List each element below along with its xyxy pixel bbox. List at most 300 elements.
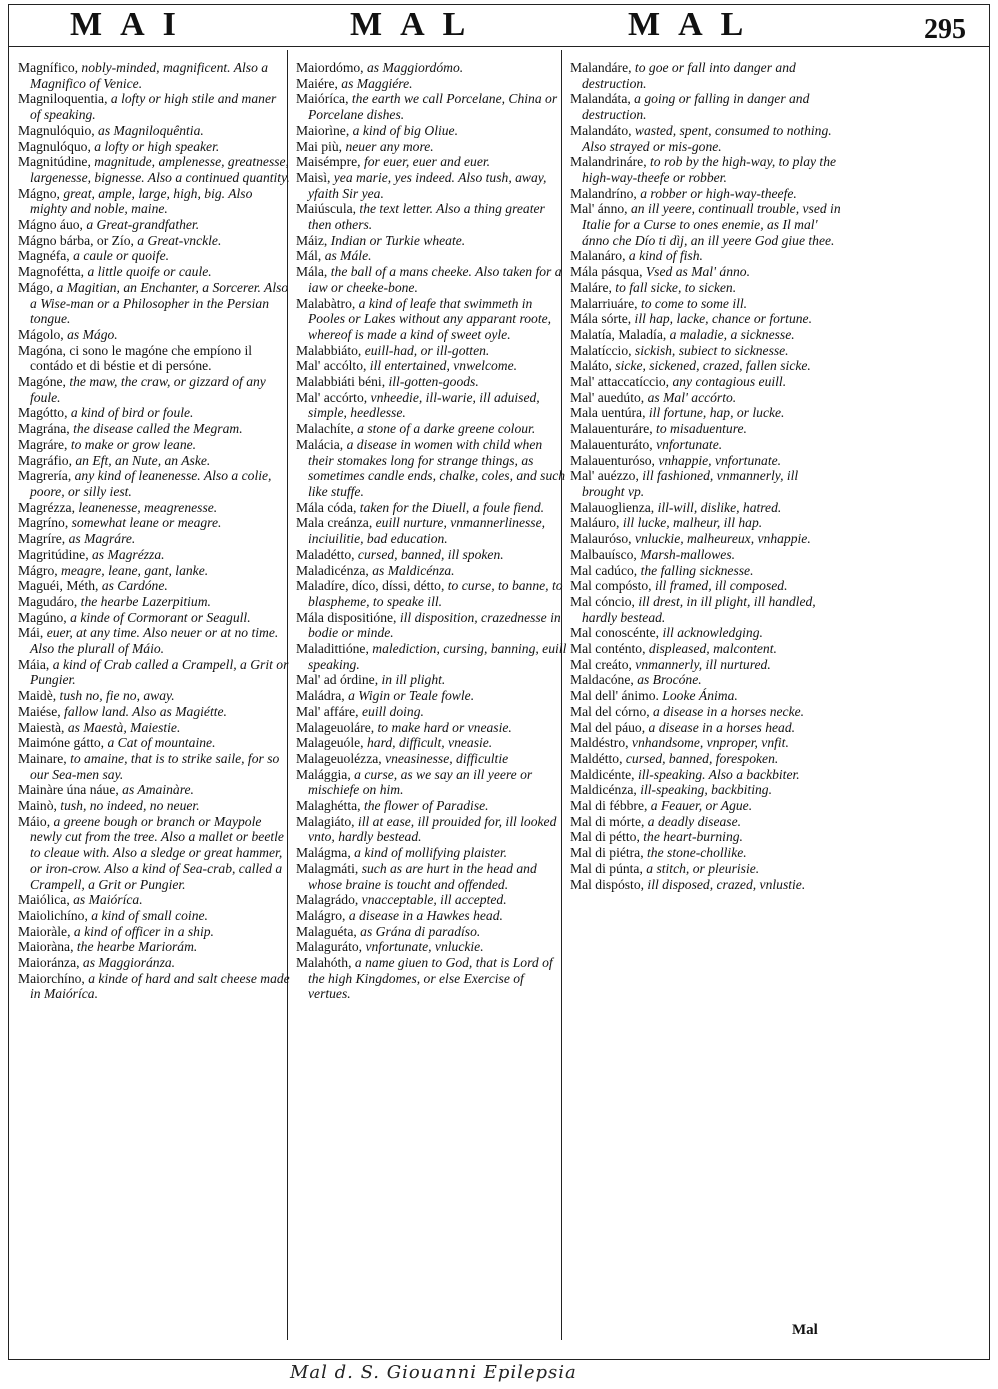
- dictionary-entry: [570, 782, 842, 798]
- dictionary-entry: [296, 767, 568, 798]
- dictionary-entry: [18, 892, 290, 908]
- entry-headword: Maldicénza,: [570, 782, 637, 798]
- entry-definition: the hearbe Mariorám.: [73, 939, 198, 955]
- entry-headword: Mal' ánno,: [570, 201, 628, 217]
- entry-headword: Mal' auedúto,: [570, 389, 645, 405]
- entry-definition: a kind of mollifying plaister.: [350, 845, 508, 861]
- entry-headword: Mágro,: [18, 562, 58, 578]
- entry-headword: Magnulóquio,: [18, 122, 95, 138]
- entry-definition: a disease in women with child when their stomakes long for strange things, as sometimes candle ends, chalke, coles, and such like stuffe.: [308, 436, 566, 499]
- dictionary-entry: [296, 547, 568, 563]
- entry-headword: Maioràna,: [18, 939, 74, 955]
- entry-definition: euill nurture, vnmannerlinesse, inciuilitie, bad education.: [308, 515, 546, 547]
- dictionary-entry: [296, 939, 568, 955]
- dictionary-entry: [570, 60, 842, 91]
- entry-headword: Mainare,: [18, 750, 67, 766]
- dictionary-entry: [570, 767, 842, 783]
- entry-headword: Mála sórte,: [570, 311, 632, 327]
- dictionary-entry: [18, 735, 290, 751]
- entry-definition: to make hard or vneasie.: [374, 719, 512, 735]
- entry-headword: Malandáta,: [570, 91, 631, 107]
- dictionary-entry: [18, 908, 290, 924]
- entry-definition: a Magitian, an Enchanter, a Sorcerer. Also a Wise-man or a Philosopher in the Persian tongue.: [30, 279, 289, 327]
- dictionary-entry: [18, 720, 290, 736]
- entry-definition: a stitch, or pleurisie.: [642, 860, 760, 876]
- entry-definition: as Mále.: [321, 248, 372, 264]
- dictionary-entry: [296, 343, 568, 359]
- entry-definition: to make or grow leane.: [67, 436, 197, 452]
- entry-definition: the stone-chollike.: [643, 845, 747, 861]
- entry-definition: vnhappie, vnfortunate.: [654, 452, 782, 468]
- entry-headword: Maiestà,: [18, 719, 65, 735]
- entry-headword: Magudáro,: [18, 593, 78, 609]
- entry-definition: a disease in a horses head.: [645, 719, 796, 735]
- entry-headword: Magnulóquo,: [18, 138, 91, 154]
- entry-headword: Maláre,: [570, 279, 612, 295]
- dictionary-entry: [18, 217, 290, 233]
- entry-definition: as Grána di paradíso.: [356, 923, 481, 939]
- entry-headword: Máiz,: [296, 232, 328, 248]
- dictionary-entry: [296, 421, 568, 437]
- entry-headword: Mái,: [18, 625, 44, 641]
- entry-headword: Malagmáti,: [296, 860, 359, 876]
- entry-headword: Maldacóne,: [570, 672, 634, 688]
- entry-definition: a disease in a Hawkes head.: [345, 907, 503, 923]
- entry-definition: the ball of a mans cheeke. Also taken for a iaw or cheeke-bone.: [308, 264, 562, 295]
- dictionary-entry: [570, 845, 842, 861]
- dictionary-entry: [570, 829, 842, 845]
- dictionary-entry: [18, 971, 290, 1002]
- dictionary-entry: [296, 139, 568, 155]
- dictionary-entry: [18, 453, 290, 469]
- entry-definition: vnheedie, ill-warie, ill aduised, simple, heedlesse.: [308, 389, 540, 421]
- dictionary-entry: [296, 563, 568, 579]
- entry-definition: an ill yeere, continuall trouble, vsed in Italie for a Curse to ones enemie, as Il mal' ánno che Dío ti dìj, an ill yeere God giue thee.: [582, 201, 841, 248]
- entry-definition: ill lucke, malheur, ill hap.: [619, 515, 763, 531]
- entry-headword: Malágma,: [296, 845, 351, 861]
- dictionary-entry: [296, 123, 568, 139]
- entry-headword: Magríno,: [18, 515, 69, 531]
- dictionary-entry: [570, 751, 842, 767]
- entry-headword: Maiolichíno,: [18, 907, 88, 923]
- entry-definition: a kinde of Cormorant or Seagull.: [66, 609, 251, 625]
- entry-definition: a curse, as we say an ill yeere or mischiefe on him.: [308, 766, 533, 798]
- dictionary-entry: [296, 892, 568, 908]
- dictionary-entry: [18, 704, 290, 720]
- entry-definition: as Maggioránza.: [79, 955, 176, 971]
- entry-definition: tush no, fie no, away.: [56, 688, 175, 704]
- entry-headword: Malaguéta,: [296, 923, 357, 939]
- entry-definition: vnfortunate, vnluckie.: [362, 939, 484, 955]
- entry-headword: Mai più,: [296, 138, 343, 154]
- entry-definition: to rob by the high-way, to play the high-way-theefe or robber.: [582, 154, 837, 185]
- dictionary-entry: [570, 343, 842, 359]
- entry-definition: an Eft, an Nute, an Aske.: [71, 452, 211, 468]
- entry-definition: ill fashioned, vnmannerly, ill brought vp.: [582, 468, 799, 499]
- entry-definition: the flower of Paradise.: [360, 798, 489, 814]
- entry-definition: to curse, to banne, to blaspheme, to speake ill.: [308, 578, 563, 609]
- dictionary-entry: [296, 296, 568, 343]
- entry-definition: somewhat leane or meagre.: [68, 515, 222, 531]
- entry-headword: Magráre,: [18, 436, 68, 452]
- entry-headword: Malabàtro,: [296, 295, 356, 311]
- entry-headword: Malácia,: [296, 436, 344, 452]
- dictionary-entry: [18, 563, 290, 579]
- entry-definition: wasted, spent, consumed to nothing. Also strayed or mis-gone.: [582, 122, 832, 154]
- dictionary-entry: [18, 547, 290, 563]
- page-number: 295: [924, 14, 966, 45]
- dictionary-entry: [296, 437, 568, 500]
- entry-definition: the disease called the Megram.: [69, 421, 243, 437]
- entry-headword: Mála pásqua,: [570, 264, 643, 280]
- column-2: [296, 60, 568, 1002]
- entry-definition: the earth we call Porcelane, China or Porcelane dishes.: [308, 91, 558, 123]
- dictionary-entry: [570, 657, 842, 673]
- entry-definition: yea marie, yes indeed. Also tush, away, yfaith Sir yea.: [308, 169, 547, 201]
- dictionary-entry: [18, 405, 290, 421]
- dictionary-entry: [296, 908, 568, 924]
- entry-headword: Mal del córno,: [570, 703, 650, 719]
- dictionary-entry: [570, 374, 842, 390]
- entry-definition: taken for the Diuell, a foule fiend.: [356, 499, 545, 515]
- entry-headword: Mala uentúra,: [570, 405, 646, 421]
- entry-definition: a disease in a horses necke.: [649, 703, 805, 719]
- dictionary-entry: [570, 123, 842, 154]
- catchword: Mal: [792, 1322, 818, 1338]
- entry-headword: Maladicénza,: [296, 562, 369, 578]
- entry-headword: Máio,: [18, 813, 51, 829]
- dictionary-entry: [570, 154, 842, 185]
- entry-definition: a Great-grandfather.: [82, 217, 200, 233]
- entry-definition: a kind of officer in a ship.: [70, 923, 214, 939]
- entry-definition: as Maióríca.: [69, 892, 143, 908]
- entry-definition: to come to some ill.: [637, 295, 748, 311]
- entry-definition: the maw, the craw, or gizzard of any foule.: [30, 374, 266, 405]
- entry-headword: Maldéstro,: [570, 735, 629, 751]
- entry-headword: Maláuro,: [570, 515, 620, 531]
- header-rule: [8, 46, 990, 47]
- entry-headword: Mála,: [296, 264, 328, 280]
- dictionary-entry: [296, 672, 568, 688]
- entry-headword: Maladittióne,: [296, 641, 369, 657]
- dictionary-entry: [296, 374, 568, 390]
- entry-headword: Magrería,: [18, 468, 72, 484]
- entry-definition: nobly-minded, magnificent. Also a Magnifico of Venice.: [30, 60, 269, 91]
- dictionary-entry: [18, 327, 290, 343]
- dictionary-entry: [18, 374, 290, 405]
- dictionary-entry: [570, 186, 842, 202]
- dictionary-entry: [296, 578, 568, 609]
- entry-headword: Mal di pétto,: [570, 829, 640, 845]
- entry-headword: Mal' accórto,: [296, 389, 368, 405]
- dictionary-entry: [570, 201, 842, 248]
- entry-definition: a kinde of hard and salt cheese made in Maióríca.: [30, 970, 290, 1002]
- dictionary-entry: [18, 578, 290, 594]
- entry-definition: sickish, subiect to sicknesse.: [631, 342, 789, 358]
- dictionary-entry: [570, 672, 842, 688]
- dictionary-entry: [570, 531, 842, 547]
- dictionary-entry: [570, 735, 842, 751]
- entry-headword: Mágno áuo,: [18, 217, 83, 233]
- entry-definition: ill disposition, crazednesse in bodie or minde.: [308, 609, 561, 641]
- entry-headword: Máia,: [18, 656, 50, 672]
- dictionary-entry: [570, 625, 842, 641]
- entry-headword: Malatíccio,: [570, 342, 632, 358]
- entry-definition: ill-speaking, backbiting.: [636, 782, 772, 798]
- dictionary-entry: [18, 233, 290, 249]
- entry-headword: Magnofétta,: [18, 264, 85, 280]
- entry-headword: Mal conténto,: [570, 641, 646, 657]
- dictionary-entry: [296, 170, 568, 201]
- dictionary-entry: [570, 641, 842, 657]
- entry-definition: Marsh-mallowes.: [636, 546, 736, 562]
- entry-definition: ill-speaking. Also a backbiter.: [634, 766, 800, 782]
- entry-headword: Malageuóle,: [296, 735, 364, 751]
- entry-headword: Malagiáto,: [296, 813, 355, 829]
- entry-headword: Maládra,: [296, 688, 345, 704]
- entry-headword: Maiorìne,: [296, 122, 350, 138]
- entry-headword: Malauenturáre,: [570, 421, 653, 437]
- entry-definition: ill hap, lacke, chance or fortune.: [631, 311, 812, 327]
- entry-definition: a robber or high-way-theefe.: [636, 185, 797, 201]
- entry-definition: great, ample, large, high, big. Also mighty and noble, maine.: [30, 185, 253, 217]
- dictionary-entry: [570, 358, 842, 374]
- entry-headword: Maiére,: [296, 75, 338, 91]
- dictionary-entry: [570, 688, 842, 704]
- entry-definition: a kind of big Oliue.: [349, 122, 458, 138]
- entry-definition: euill doing.: [358, 703, 424, 719]
- dictionary-entry: [296, 735, 568, 751]
- dictionary-entry: [296, 515, 568, 546]
- dictionary-entry: [296, 845, 568, 861]
- entry-definition: as Magráre.: [65, 531, 136, 547]
- entry-headword: Maiorchíno,: [18, 970, 85, 986]
- dictionary-entry: [296, 201, 568, 232]
- entry-definition: to misaduenture.: [652, 421, 747, 437]
- entry-definition: as Brocóne.: [633, 672, 702, 688]
- dictionary-entry: [296, 154, 568, 170]
- entry-definition: any kind of leanenesse. Also a colie, poore, or silly iest.: [30, 468, 272, 499]
- dictionary-entry: [570, 578, 842, 594]
- entry-definition: a kind of fish.: [625, 248, 703, 264]
- entry-definition: a greene bough or branch or Maypole newly cut from the tree. Also a mallet or beetle to cleaue with. Also a sledge or great hammer, or iron-crow. Also a kind of Sea-crab, called a Crampell, a Grit or Pungier.: [30, 813, 284, 892]
- entry-headword: Mágolo,: [18, 326, 64, 342]
- entry-definition: hard, difficult, vneasie.: [363, 735, 493, 751]
- entry-headword: Maisì,: [296, 169, 331, 185]
- entry-headword: Magrézza,: [18, 499, 75, 515]
- entry-headword: Maldétto,: [570, 750, 623, 766]
- entry-definition: ill-gotten-goods.: [385, 374, 479, 390]
- entry-definition: euill-had, or ill-gotten.: [361, 342, 490, 358]
- entry-definition: ill disposed, crazed, vnlustie.: [644, 876, 806, 892]
- dictionary-entry: [570, 248, 842, 264]
- dictionary-entry: [18, 531, 290, 547]
- entry-headword: Maioránza,: [18, 955, 80, 971]
- entry-headword: Mála dispositióne,: [296, 609, 397, 625]
- entry-definition: ill framed, ill composed.: [651, 578, 788, 594]
- entry-headword: Mal cadúco,: [570, 562, 638, 578]
- dictionary-entry: [570, 264, 842, 280]
- dictionary-entry: [296, 924, 568, 940]
- entry-headword: Magritúdine,: [18, 546, 89, 562]
- dictionary-entry: [296, 641, 568, 672]
- entry-headword: Maioràle,: [18, 923, 71, 939]
- dictionary-entry: [570, 468, 842, 499]
- entry-definition: leanenesse, meagrenesse.: [74, 499, 218, 515]
- dictionary-entry: [570, 327, 842, 343]
- dictionary-entry: [296, 358, 568, 374]
- dictionary-entry: [296, 751, 568, 767]
- entry-definition: a kind of bird or foule.: [67, 405, 194, 421]
- entry-headword: Malandríno,: [570, 185, 637, 201]
- entry-headword: Mál,: [296, 248, 322, 264]
- dictionary-entry: [570, 798, 842, 814]
- dictionary-entry: [296, 60, 568, 76]
- entry-headword: Malaguráto,: [296, 939, 363, 955]
- dictionary-entry: [18, 123, 290, 139]
- dictionary-entry: [18, 610, 290, 626]
- dictionary-entry: [296, 798, 568, 814]
- dictionary-entry: [296, 704, 568, 720]
- dictionary-entry: [296, 500, 568, 516]
- dictionary-entry: [18, 468, 290, 499]
- entry-headword: Malandáre,: [570, 60, 632, 75]
- entry-headword: Malandrináre,: [570, 154, 647, 170]
- dictionary-entry: [570, 280, 842, 296]
- dictionary-entry: [18, 594, 290, 610]
- entry-definition: magnitude, amplenesse, greatnesse, largenesse, bignesse. Also a continued quantity.: [30, 154, 290, 185]
- dictionary-entry: [570, 437, 842, 453]
- entry-definition: a deadly disease.: [644, 813, 742, 829]
- entry-headword: Malageuolézza,: [296, 750, 382, 766]
- entry-definition: a little quoife or caule.: [84, 264, 212, 280]
- dictionary-entry: [296, 390, 568, 421]
- entry-definition: tush, no indeed, no neuer.: [56, 798, 200, 814]
- column-3: [570, 60, 842, 892]
- dictionary-entry: [18, 280, 290, 327]
- entry-definition: any contagious euill.: [669, 374, 787, 390]
- entry-definition: the text letter. Also a thing greater then others.: [308, 201, 545, 233]
- entry-headword: Maiólica,: [18, 892, 70, 908]
- entry-definition: to amaine, that is to strike saile, for so our Sea-men say.: [30, 750, 280, 782]
- dictionary-entry: [296, 248, 568, 264]
- dictionary-entry: [570, 563, 842, 579]
- dictionary-entry: [570, 390, 842, 406]
- dictionary-entry: [570, 500, 842, 516]
- entry-headword: Mainàre úna náue,: [18, 782, 119, 798]
- entry-headword: Mal creáto,: [570, 656, 632, 672]
- entry-definition: as Maestà, Maiestie.: [64, 719, 181, 735]
- entry-definition: the falling sicknesse.: [637, 562, 754, 578]
- entry-definition: euer, at any time. Also neuer or at no time. Also the plurall of Máio.: [30, 625, 279, 657]
- entry-headword: Mal di púnta,: [570, 860, 643, 876]
- entry-headword: Malageuoláre,: [296, 719, 375, 735]
- entry-definition: a stone of a darke greene colour.: [353, 421, 536, 437]
- entry-headword: Mágno bárba, or Zío,: [18, 232, 134, 248]
- entry-headword: Mal' ad órdine,: [296, 672, 379, 688]
- dictionary-entry: [18, 798, 290, 814]
- entry-headword: Mal di fébbre,: [570, 798, 648, 814]
- dictionary-entry: [296, 720, 568, 736]
- entry-headword: Malahóth,: [296, 955, 352, 971]
- entry-headword: Magríre,: [18, 531, 66, 547]
- entry-definition: vnluckie, malheureux, vnhappie.: [631, 531, 811, 547]
- entry-headword: Magúno,: [18, 609, 67, 625]
- entry-definition: ill drest, in ill plight, ill handled, hardly bestead.: [582, 593, 816, 625]
- entry-definition: as Cardóne.: [98, 578, 168, 594]
- entry-headword: Magnífico,: [18, 60, 79, 75]
- entry-headword: Mal compósto,: [570, 578, 652, 594]
- dictionary-entry: [18, 248, 290, 264]
- entry-headword: Mal' accólto,: [296, 358, 367, 374]
- entry-headword: Mainò,: [18, 798, 57, 814]
- entry-definition: vnhandsome, vnproper, vnfit.: [628, 735, 789, 751]
- entry-definition: as Maggiordómo.: [363, 60, 464, 75]
- entry-definition: the hearbe Lazerpitium.: [77, 593, 211, 609]
- entry-definition: vneasinesse, difficultie: [381, 750, 509, 766]
- entry-definition: a Feauer, or Ague.: [647, 798, 753, 814]
- entry-headword: Mal conoscénte,: [570, 625, 660, 641]
- dictionary-entry: [570, 296, 842, 312]
- entry-definition: ill-will, dislike, hatred.: [654, 499, 782, 515]
- entry-definition: a caule or quoife.: [69, 248, 170, 264]
- entry-headword: Maláto,: [570, 358, 612, 374]
- entry-headword: Malachíte,: [296, 421, 354, 437]
- dictionary-entry: [18, 782, 290, 798]
- entry-definition: for euer, euer and euer.: [360, 154, 491, 170]
- dictionary-entry: [18, 139, 290, 155]
- entry-headword: Malatía, Maladía,: [570, 326, 667, 342]
- dictionary-entry: [570, 814, 842, 830]
- entry-definition: a lofty or high stile and maner of speaking.: [30, 91, 277, 123]
- entry-definition: meagre, leane, gant, lanke.: [57, 562, 209, 578]
- entry-definition: a name giuen to God, that is Lord of the high Kingdomes, or else Exercise of vertues.: [308, 955, 553, 1002]
- handwritten-inscription: Mal d. S. Giouanni Epilepsia: [290, 1362, 577, 1383]
- entry-definition: as Maggiére.: [337, 75, 413, 91]
- entry-headword: Malbauísco,: [570, 546, 637, 562]
- dictionary-entry: [18, 955, 290, 971]
- entry-definition: a kind of leafe that swimmeth in Pooles or Lakes without any apparant roote, whereof is made a kind of sweet oyle.: [308, 295, 552, 342]
- entry-definition: ill acknowledging.: [659, 625, 763, 641]
- running-head-center: MAL: [350, 6, 484, 43]
- entry-headword: Malauróso,: [570, 531, 632, 547]
- dictionary-entry: [18, 60, 290, 91]
- entry-headword: Magráfio,: [18, 452, 72, 468]
- entry-headword: Maiúscula,: [296, 201, 357, 217]
- entry-definition: ill at ease, ill prouided for, ill looked vnto, hardly bestead.: [308, 813, 557, 845]
- entry-headword: Magóna, ci sono le magóne che empíono il contádo et di béstie et di persóne.: [18, 342, 253, 374]
- entry-headword: Mal' auézzo,: [570, 468, 639, 484]
- dictionary-entry: [570, 91, 842, 122]
- dictionary-entry: [296, 91, 568, 122]
- running-head-right: MAL: [628, 6, 762, 43]
- dictionary-entry: [18, 515, 290, 531]
- entry-definition: a Cat of mountaine.: [104, 735, 216, 751]
- dictionary-entry: [296, 610, 568, 641]
- entry-headword: Malarriuáre,: [570, 295, 638, 311]
- dictionary-entry: [570, 405, 842, 421]
- entry-definition: neuer any more.: [342, 138, 434, 154]
- entry-headword: Magóne,: [18, 374, 66, 390]
- entry-definition: ill entertained, vnwelcome.: [366, 358, 518, 374]
- dictionary-entry: [18, 751, 290, 782]
- entry-definition: as Magniloquêntia.: [94, 122, 204, 138]
- dictionary-entry: [18, 688, 290, 704]
- entry-headword: Magótto,: [18, 405, 68, 421]
- dictionary-entry: [570, 515, 842, 531]
- entry-headword: Mal' attaccatíccio,: [570, 374, 670, 390]
- entry-definition: fallow land. Also as Magiétte.: [60, 703, 227, 719]
